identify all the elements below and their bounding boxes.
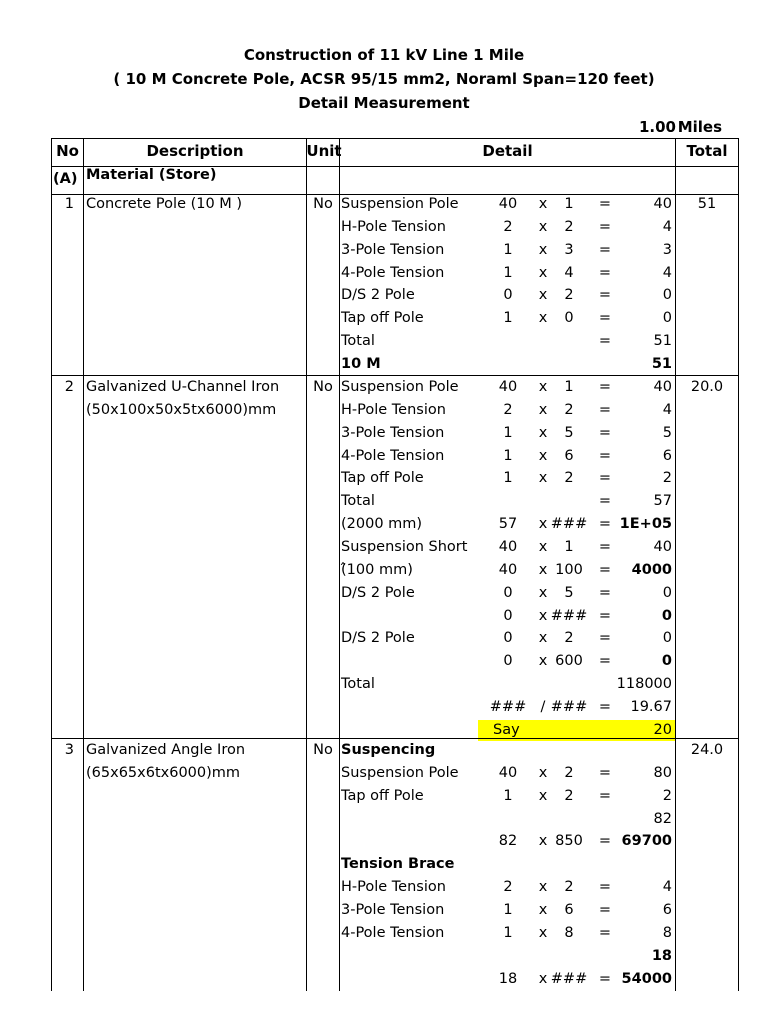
detail-factor: 600 [555, 653, 583, 670]
detail-operator: x [538, 401, 548, 418]
detail-quantity: 40 [498, 379, 518, 395]
detail-operator: x [538, 218, 548, 235]
detail-label: Suspension Short [341, 538, 468, 555]
detail-equals: = [598, 653, 612, 670]
detail-operator: x [538, 584, 548, 601]
detail-operator: x [538, 447, 548, 464]
detail-label: H-Pole Tension [341, 218, 446, 235]
detail-result: 51 [653, 333, 672, 350]
detail-result: 51 [651, 355, 672, 372]
detail-equals: = [598, 561, 612, 578]
detail-label: Total [341, 676, 375, 693]
detail-factor: 2 [564, 401, 574, 418]
detail-result: 2 [662, 470, 672, 487]
detail-factor: ### [550, 698, 588, 715]
detail-operator: x [538, 561, 548, 578]
title-line-2: ( 10 M Concrete Pole, ACSR 95/15 mm2, Noraml Span=120 feet) [113, 70, 655, 88]
detail-operator: x [538, 764, 548, 781]
detail-equals: = [598, 516, 612, 533]
header-description: Description [146, 142, 244, 160]
detail-operator: x [538, 630, 548, 647]
detail-result: 4000 [631, 561, 672, 578]
item-total: 24.0 [690, 742, 724, 758]
detail-factor: 1 [564, 538, 574, 555]
detail-quantity: 2 [503, 879, 513, 896]
detail-operator: x [538, 970, 548, 987]
detail-operator: x [538, 310, 548, 327]
detail-operator: x [538, 424, 548, 441]
detail-label: Total [341, 333, 375, 350]
detail-label: 4-Pole Tension [341, 264, 445, 281]
miles-unit: Miles [677, 118, 722, 136]
detail-label: Suspension Pole [341, 379, 459, 395]
title-line-3: Detail Measurement [298, 94, 470, 112]
column-divider [339, 139, 340, 991]
detail-label: (2000 mm) [341, 516, 423, 533]
header-unit: Unit [306, 142, 342, 160]
detail-quantity: 82 [498, 833, 518, 850]
detail-operator: x [538, 241, 548, 258]
detail-result: 0 [662, 287, 672, 304]
detail-result: 19.67 [630, 698, 672, 715]
detail-result: 4 [662, 879, 672, 896]
detail-factor: 8 [564, 924, 574, 941]
item-description: Galvanized Angle Iron [86, 742, 246, 758]
detail-result: 4 [662, 264, 672, 281]
item-total: 51 [697, 196, 717, 212]
detail-result: 1E+05 [619, 516, 672, 533]
detail-equals: = [598, 493, 612, 510]
detail-result: 6 [662, 901, 672, 918]
detail-result: 5 [662, 424, 672, 441]
detail-factor: 6 [564, 447, 574, 464]
detail-equals: = [598, 630, 612, 647]
detail-equals: = [598, 333, 612, 350]
detail-equals: = [598, 901, 612, 918]
detail-quantity: 40 [498, 764, 518, 781]
item-description: (65x65x6tx6000)mm [86, 764, 241, 781]
detail-result: 57 [653, 493, 672, 510]
detail-result: 82 [653, 810, 672, 827]
detail-equals: = [598, 698, 612, 715]
detail-factor: 2 [564, 879, 574, 896]
detail-equals: = [598, 924, 612, 941]
detail-label: 3-Pole Tension [341, 241, 445, 258]
detail-factor: 5 [564, 424, 574, 441]
detail-equals: = [598, 264, 612, 281]
detail-result: 6 [662, 447, 672, 464]
detail-label: Tap off Pole [341, 470, 424, 487]
item-description: Concrete Pole (10 M ) [86, 196, 243, 212]
detail-operator: x [538, 538, 548, 555]
detail-label: 4-Pole Tension [341, 924, 445, 941]
detail-quantity: 0 [503, 287, 513, 304]
item-description: (50x100x50x5tx6000)mm [86, 401, 277, 418]
detail-result: 40 [653, 538, 672, 555]
detail-factor: 5 [564, 584, 574, 601]
miles-readout [616, 118, 722, 136]
detail-result: 0 [661, 607, 672, 624]
detail-equals: = [598, 764, 612, 781]
detail-operator: x [538, 516, 548, 533]
detail-quantity: 0 [503, 607, 513, 624]
detail-label: Total [341, 493, 375, 510]
detail-operator: x [538, 470, 548, 487]
header-detail: Detail [482, 142, 533, 160]
detail-equals: = [598, 310, 612, 327]
item-unit: No [313, 379, 333, 395]
detail-result: 4 [662, 401, 672, 418]
column-divider [83, 139, 84, 991]
detail-label: 4-Pole Tension [341, 447, 445, 464]
detail-quantity: 1 [503, 901, 513, 918]
detail-quantity: ### [489, 698, 527, 715]
detail-equals: = [598, 970, 612, 987]
detail-factor: 2 [564, 287, 574, 304]
detail-factor: 850 [555, 833, 583, 850]
detail-result: 2 [662, 787, 672, 804]
detail-quantity: 1 [503, 264, 513, 281]
detail-factor: 1 [564, 379, 574, 395]
detail-quantity: 0 [503, 584, 513, 601]
detail-result: 18 [651, 947, 672, 964]
detail-quantity: 1 [503, 424, 513, 441]
detail-result: 0 [662, 310, 672, 327]
detail-factor: 100 [555, 561, 583, 578]
detail-result: 0 [661, 653, 672, 670]
detail-operator: x [538, 287, 548, 304]
detail-label: (̂100 mm) [341, 561, 413, 578]
header-total: Total [686, 142, 728, 160]
detail-equals: = [598, 287, 612, 304]
detail-factor: 2 [564, 787, 574, 804]
detail-label: Suspension Pole [341, 764, 459, 781]
item-no: 1 [64, 196, 74, 212]
detail-equals: = [598, 584, 612, 601]
detail-label: Suspension Pole [341, 196, 459, 212]
detail-quantity: 1 [503, 470, 513, 487]
detail-operator: x [538, 264, 548, 281]
detail-quantity: 40 [498, 561, 518, 578]
detail-result: 20 [653, 721, 672, 738]
item-unit: No [313, 742, 333, 758]
detail-operator: x [538, 787, 548, 804]
detail-equals: = [598, 218, 612, 235]
detail-equals: = [598, 879, 612, 896]
detail-quantity: 0 [503, 653, 513, 670]
detail-factor: 4 [564, 264, 574, 281]
detail-label: D/S 2 Pole [341, 584, 415, 601]
detail-result: 8 [662, 924, 672, 941]
detail-operator: x [538, 379, 548, 395]
detail-equals: = [598, 196, 612, 212]
detail-quantity: 1 [503, 447, 513, 464]
detail-equals: = [598, 447, 612, 464]
detail-equals: = [598, 787, 612, 804]
detail-result: 40 [653, 196, 672, 212]
section-no: (A) [53, 171, 78, 187]
detail-factor: 0 [564, 310, 574, 327]
detail-result: 0 [662, 630, 672, 647]
detail-factor: 2 [564, 764, 574, 781]
detail-equals: = [598, 379, 612, 395]
detail-equals: = [598, 424, 612, 441]
detail-quantity: 2 [503, 218, 513, 235]
item-description: Galvanized U-Channel Iron [86, 379, 280, 395]
detail-quantity: 57 [498, 516, 518, 533]
detail-operator: x [538, 924, 548, 941]
detail-label: 3-Pole Tension [341, 901, 445, 918]
detail-result: 80 [653, 764, 672, 781]
detail-factor: 2 [564, 630, 574, 647]
detail-equals: = [598, 241, 612, 258]
detail-operator: x [538, 196, 548, 212]
miles-value: 1.00 [638, 118, 676, 136]
detail-factor: ### [550, 970, 588, 987]
detail-factor: ### [550, 607, 588, 624]
detail-factor: 3 [564, 241, 574, 258]
detail-factor: ### [550, 516, 588, 533]
detail-result: 54000 [621, 970, 672, 987]
measurement-table [51, 138, 739, 991]
detail-quantity: 1 [503, 924, 513, 941]
detail-label: Suspencing [341, 742, 436, 758]
detail-result: 40 [653, 379, 672, 395]
item-no: 2 [64, 379, 74, 395]
detail-equals: = [598, 401, 612, 418]
detail-quantity: 2 [503, 401, 513, 418]
detail-label: H-Pole Tension [341, 879, 446, 896]
detail-operator: x [538, 901, 548, 918]
detail-label: 10 M [341, 355, 381, 372]
detail-label: D/S 2 Pole [341, 630, 415, 647]
detail-quantity: 1 [503, 241, 513, 258]
column-divider [306, 139, 307, 991]
detail-result: 4 [662, 218, 672, 235]
detail-result: 0 [662, 584, 672, 601]
detail-operator: x [538, 833, 548, 850]
detail-operator: x [538, 607, 548, 624]
detail-operator: / [540, 698, 546, 715]
detail-quantity: 1 [503, 787, 513, 804]
detail-label: Tap off Pole [341, 787, 424, 804]
detail-operator: x [538, 653, 548, 670]
section-label: Material (Store) [86, 167, 217, 183]
detail-quantity: 18 [498, 970, 518, 987]
detail-factor: 1 [564, 196, 574, 212]
detail-label: H-Pole Tension [341, 401, 446, 418]
detail-quantity: 1 [503, 310, 513, 327]
detail-factor: 2 [564, 470, 574, 487]
detail-label: Tap off Pole [341, 310, 424, 327]
detail-factor: 2 [564, 218, 574, 235]
header-no: No [56, 142, 79, 160]
item-unit: No [313, 196, 333, 212]
detail-result: 3 [662, 241, 672, 258]
detail-label: Tension Brace [341, 856, 455, 873]
detail-label: D/S 2 Pole [341, 287, 415, 304]
item-total: 20.0 [690, 379, 724, 395]
detail-equals: = [598, 607, 612, 624]
title-line-1: Construction of 11 kV Line 1 Mile [243, 46, 525, 64]
detail-result: 69700 [621, 833, 672, 850]
column-divider [675, 139, 676, 991]
detail-equals: = [598, 833, 612, 850]
detail-operator: x [538, 879, 548, 896]
detail-factor: 6 [564, 901, 574, 918]
item-no: 3 [64, 742, 74, 758]
detail-equals: = [598, 538, 612, 555]
say-label: Say [493, 721, 520, 738]
detail-result: 118000 [616, 676, 672, 693]
detail-quantity: 40 [498, 538, 518, 555]
detail-quantity: 0 [503, 630, 513, 647]
detail-equals: = [598, 470, 612, 487]
detail-quantity: 40 [498, 196, 518, 212]
detail-label: 3-Pole Tension [341, 424, 445, 441]
